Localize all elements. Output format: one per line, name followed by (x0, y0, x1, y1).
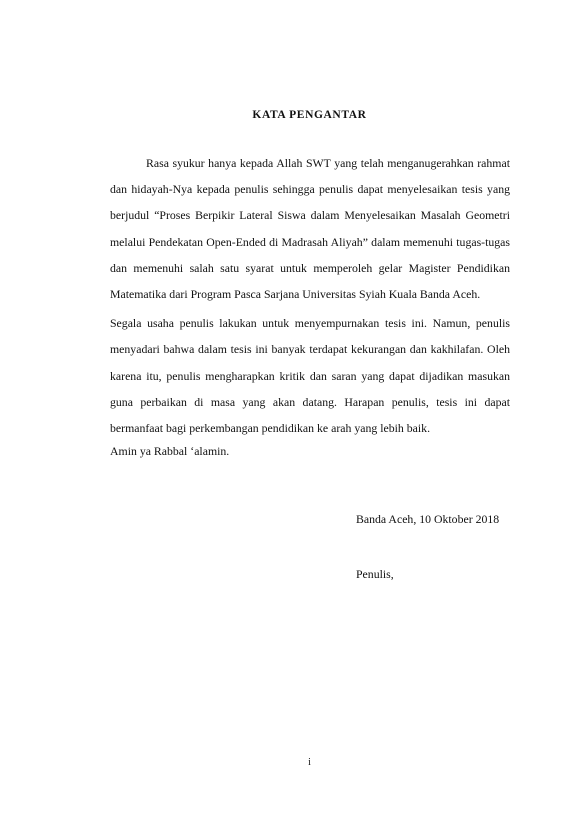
paragraph-apology: Segala usaha penulis lakukan untuk menyempurnakan tesis ini. Namun, penulis menyadari bahwa dalam tesis ini banyak terdapat kekurangan dan kakhilafan. Oleh karena itu, penulis mengharapkan kritik dan saran yang dapat dijadikan masukan guna perbaikan di masa yang akan datang. Harapan penulis, tesis ini dapat bermanfaat bagi perkembangan pendidikan ke arah yang lebih baik. (110, 316, 510, 436)
paragraph-gratitude: Rasa syukur hanya kepada Allah SWT yang telah menganugerahkan rahmat dan hidayah-Nya kepada penulis sehingga penulis dapat menyelesaikan tesis yang berjudul “Proses Berpikir Lateral Siswa dalam Menyelesaikan Masalah Geometri melalui Pendekatan Open-Ended di Madrasah Aliyah” dalam memenuhi tugas-tugas dan memenuhi salah satu syarat untuk memperoleh gelar Magister Pendidikan Matematika dari Program Pasca Sarjana Universitas Syiah Kuala Banda Aceh. (110, 156, 510, 302)
page-title: KATA PENGANTAR (252, 109, 367, 121)
place-date: Banda Aceh, 10 Oktober 2018 (356, 512, 500, 526)
body-text (110, 150, 510, 461)
closing-line: Amin ya Rabbal ‘alamin. (110, 444, 230, 459)
signature-label: Penulis, (356, 567, 394, 581)
page-number: i (308, 757, 311, 768)
